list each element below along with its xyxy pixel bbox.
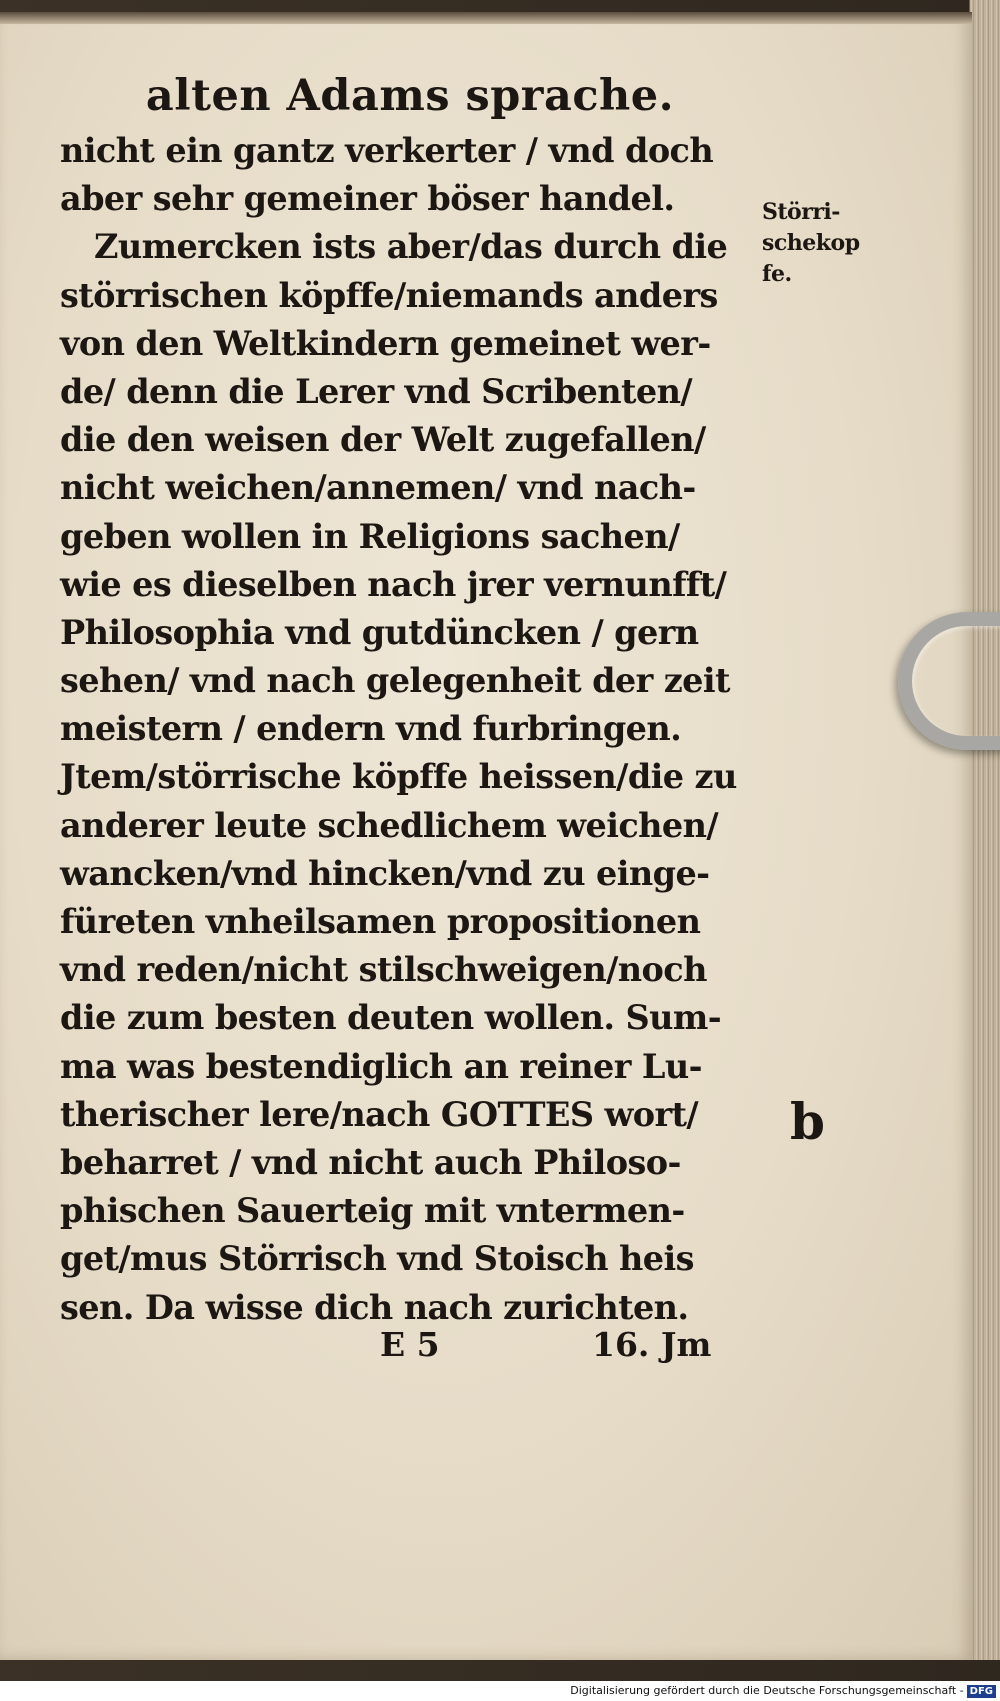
- text-line: therischer lere/nach GOTTES wort/: [60, 1094, 699, 1134]
- text-line: sen. Da wisse dich nach zurichten.: [60, 1287, 689, 1327]
- margin-note-line: Störri-: [762, 199, 840, 225]
- main-text-block: [60, 67, 760, 1332]
- credit-text: Digitalisierung gefördert durch die Deutsche Forschungsgemeinschaft -: [570, 1684, 964, 1697]
- text-line: wie es dieselben nach jrer vernunfft/: [60, 564, 727, 604]
- text-line: nicht weichen/annemen/ vnd nach-: [60, 468, 696, 508]
- text-line: wancken/vnd hincken/vnd zu einge-: [60, 853, 710, 893]
- book-page: [0, 12, 972, 1660]
- margin-note: [762, 197, 882, 290]
- text-line: get/mus Störrisch vnd Stoisch heis: [60, 1239, 694, 1279]
- margin-note-line: fe.: [762, 261, 792, 287]
- margin-glyph: b: [790, 1092, 825, 1151]
- text-line: sehen/ vnd nach gelegenheit der zeit: [60, 661, 730, 701]
- text-line: Philosophia vnd gutdüncken / gern: [60, 612, 699, 652]
- catchword: 16. Jm: [592, 1325, 712, 1364]
- text-line: störrischen köpffe/niemands anders: [60, 275, 718, 315]
- text-line: ma was bestendiglich an reiner Lu-: [60, 1046, 702, 1086]
- running-head: alten Adams sprache.: [145, 71, 675, 121]
- text-line: die den weisen der Welt zugefallen/: [60, 420, 706, 460]
- text-line: füreten vnheilsamen propositionen: [60, 902, 701, 941]
- text-line: Zumercken ists aber/das durch die: [94, 227, 728, 267]
- signature-mark: E 5: [380, 1325, 440, 1364]
- text-line: die zum besten deuten wollen. Sum-: [60, 998, 722, 1038]
- text-line: aber sehr gemeiner böser handel.: [60, 179, 675, 219]
- show-through-text: [40, 1312, 50, 1356]
- text-line: von den Weltkindern gemeinet wer-: [60, 323, 711, 363]
- margin-note-line: schekop: [762, 230, 860, 256]
- page-top-edge: [0, 12, 972, 24]
- text-line: geben wollen in Religions sachen/: [60, 516, 680, 556]
- text-line: de/ denn die Lerer vnd Scribenten/: [60, 371, 692, 411]
- text-line: nicht ein gantz verkerter / vnd doch: [60, 131, 714, 170]
- text-line: phischen Sauerteig mit vntermen-: [60, 1191, 685, 1231]
- page-footer-line: [380, 1325, 740, 1375]
- text-line: meistern / endern vnd furbringen.: [60, 709, 682, 749]
- text-line: Jtem/störrische köpffe heissen/die zu: [60, 757, 737, 797]
- text-line: anderer leute schedlichem weichen/: [60, 805, 719, 845]
- text-line: beharret / vnd nicht auch Philoso-: [60, 1142, 681, 1182]
- page-edges: [969, 0, 1000, 1660]
- text-line: vnd reden/nicht stilschweigen/noch: [60, 950, 707, 990]
- digitization-credit: [570, 1684, 996, 1698]
- dfg-logo: DFG: [967, 1685, 996, 1698]
